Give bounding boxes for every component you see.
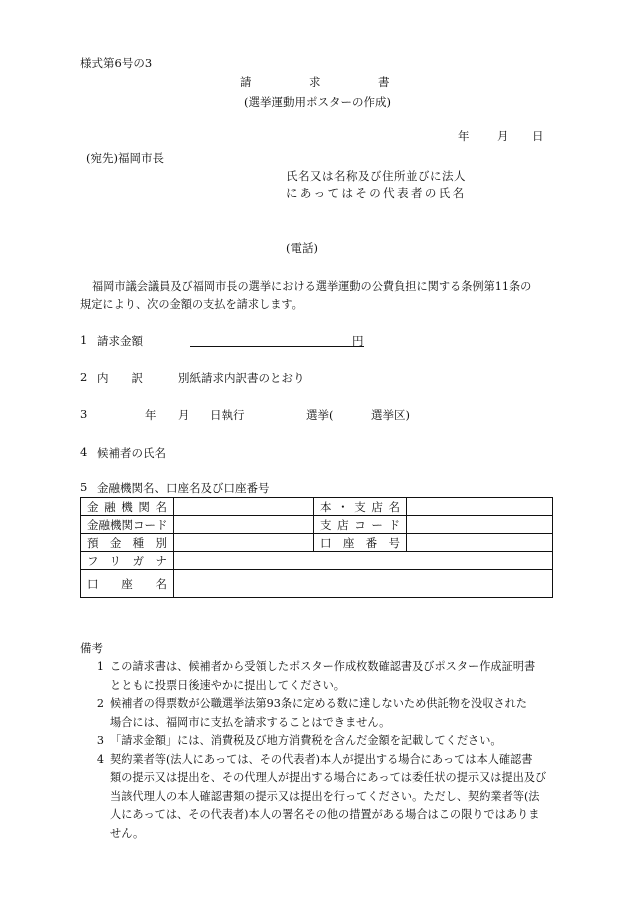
item4-number: 4	[80, 445, 88, 459]
item1-number: 1	[80, 333, 88, 347]
bank-code-label: 金融機関コード	[81, 516, 174, 534]
document-subtitle: (選挙運動用ポスターの作成)	[244, 95, 391, 109]
furigana-label: フリガナ	[81, 552, 174, 570]
intro-text-line2: 規定により、次の金額の支払を請求します。	[80, 298, 303, 311]
amount-underline	[190, 346, 364, 347]
note-4-continuation: 当該代理人の本人確認書類の提示又は提出を行ってください。ただし、契約業者等(法	[110, 789, 540, 803]
account-name-field[interactable]	[174, 570, 553, 598]
item3-year: 年	[145, 408, 157, 422]
note-4-continuation: 類の提示又は提出を、その代理人が提出する場合にあっては委任状の提示又は提出及び	[110, 771, 547, 784]
branch-name-label: 本・支店名	[314, 498, 407, 516]
item3-number: 3	[80, 407, 88, 421]
account-name-label: 口座名	[81, 570, 174, 598]
phone-label: (電話)	[286, 241, 318, 255]
note-4: 4 契約業者等(法人にあっては、その代表者)本人が提出する場合にあっては本人確認書	[96, 752, 533, 766]
table-row	[81, 534, 553, 552]
bank-code-field[interactable]	[174, 516, 314, 534]
applicant-label-line1: 氏名又は名称及び住所並びに法人	[286, 169, 466, 183]
item5-label: 金融機関名、口座名及び口座番号	[97, 481, 270, 495]
table-row	[81, 498, 553, 516]
addressee: (宛先)福岡市長	[86, 151, 164, 165]
account-number-field[interactable]	[407, 534, 553, 552]
form-number: 様式第6号の3	[80, 56, 153, 70]
item3-day: 日執行	[210, 408, 245, 422]
intro-text-line1: 福岡市議会議員及び福岡市長の選挙における選挙運動の公費負担に関する条例第11条の	[92, 280, 532, 293]
item2-value: 別紙請求内訳書のとおり	[178, 371, 305, 385]
bank-name-label: 金融機関名	[81, 498, 174, 516]
deposit-type-field[interactable]	[174, 534, 314, 552]
table-row	[81, 516, 553, 534]
note-2-continuation: 場合には、福岡市に支払を請求することはできません。	[110, 715, 391, 729]
date-day: 日	[532, 129, 544, 143]
bank-account-table	[80, 497, 553, 598]
note-2: 2 候補者の得票数が公職選挙法第93条に定める数に達しないため供託物を没収された	[96, 697, 527, 710]
note-4-continuation: 人にあっては、その代表者)本人の署名その他の措置がある場合はこの限りではありま	[110, 808, 540, 821]
branch-name-field[interactable]	[407, 498, 553, 516]
item4-label: 候補者の氏名	[97, 446, 166, 460]
item3-month: 月	[178, 408, 190, 422]
item1-label: 請求金額	[97, 334, 143, 348]
note-1: 1 この請求書は、候補者から受領したポスター作成枚数確認書及びポスター作成証明書	[96, 660, 536, 673]
item2-number: 2	[80, 370, 88, 384]
branch-code-field[interactable]	[407, 516, 553, 534]
amount-unit: 円	[352, 334, 364, 348]
date-year: 年	[458, 129, 470, 143]
deposit-type-label: 預金種別	[81, 534, 174, 552]
item5-number: 5	[80, 480, 88, 494]
table-row	[81, 552, 553, 570]
notes-list	[80, 658, 555, 843]
note-1-continuation: とともに投票日後速やかに提出してください。	[110, 678, 345, 692]
note-4-continuation: せん。	[110, 826, 145, 840]
furigana-field[interactable]	[174, 552, 553, 570]
branch-code-label: 支店コード	[314, 516, 407, 534]
account-number-label: 口座番号	[314, 534, 407, 552]
document-title: 請 求 書	[240, 75, 390, 89]
date-month: 月	[497, 129, 509, 143]
applicant-label-line2: にあってはその代表者の氏名	[286, 186, 467, 200]
table-row	[81, 570, 553, 598]
notes-heading: 備考	[80, 641, 103, 655]
item3-election: 選挙(	[306, 408, 334, 422]
item2-label: 内 訳	[97, 371, 143, 385]
bank-name-field[interactable]	[174, 498, 314, 516]
note-3: 3 「請求金額」には、消費税及び地方消費税を含んだ金額を記載してください。	[96, 734, 502, 747]
item3-district: 選挙区)	[371, 408, 410, 422]
